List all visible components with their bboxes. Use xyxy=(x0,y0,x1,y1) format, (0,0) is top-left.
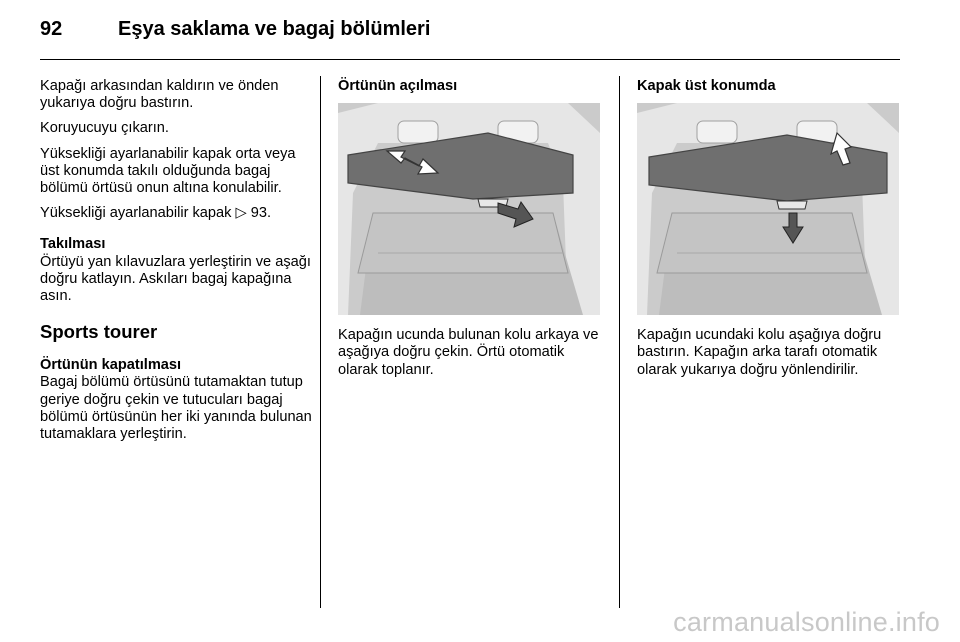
column-2 xyxy=(338,78,608,387)
header-rule xyxy=(40,59,900,60)
cross-reference-paragraph: Yüksekliği ayarlanabilir kapak ▷ 93. xyxy=(40,205,272,222)
column-divider-2 xyxy=(619,76,620,608)
install-text: Örtüyü yan kılavuzlara yerleştirin ve aşağı doğru katlayın. Askıları bagaj kapağına asın. xyxy=(40,253,311,305)
install-heading: Takılması xyxy=(40,236,106,253)
open-caption: Kapağın ucunda bulunan kolu arkaya ve aşağıya doğru çekin. Örtü otomatik olarak toplanır. xyxy=(338,327,599,378)
watermark: carmanualsonline.info xyxy=(673,607,940,637)
top-position-caption: Kapağın ucundaki kolu aşağıya doğru bastırın. Kapağın arka tarafı otomatik olarak yukarıya doğru yönlendirilir. xyxy=(637,327,882,378)
chapter-title: Eşya saklama ve bagaj bölümleri xyxy=(118,18,431,40)
close-heading: Örtünün kapatılması xyxy=(40,357,182,374)
close-text: Bagaj bölümü örtüsünü tutamaktan tutup geriye doğru çekin ve tutucuları bagaj bölümü örtüsünün her iki yanında bulunan tutamaklara yerleştirin. xyxy=(40,374,312,443)
paragraph: Yüksekliği ayarlanabilir kapak orta veya üst konumda takılı olduğunda bagaj bölümü örtüsü onun altına konulabilir. xyxy=(40,145,296,197)
paragraph: Kapağı arkasından kaldırın ve önden yukarıya doğru bastırın. xyxy=(40,78,279,112)
column-divider-1 xyxy=(320,76,321,608)
column-3 xyxy=(637,78,907,387)
column-1 xyxy=(40,78,312,451)
open-heading: Örtünün açılması xyxy=(338,78,458,94)
page-number: 92 xyxy=(40,18,63,40)
cover-open-illustration xyxy=(338,103,600,315)
paragraph: Koruyucuyu çıkarın. xyxy=(40,120,169,137)
top-position-heading: Kapak üst konumda xyxy=(637,78,776,94)
section-heading: Sports tourer xyxy=(40,321,158,343)
cover-top-position-illustration xyxy=(637,103,899,315)
